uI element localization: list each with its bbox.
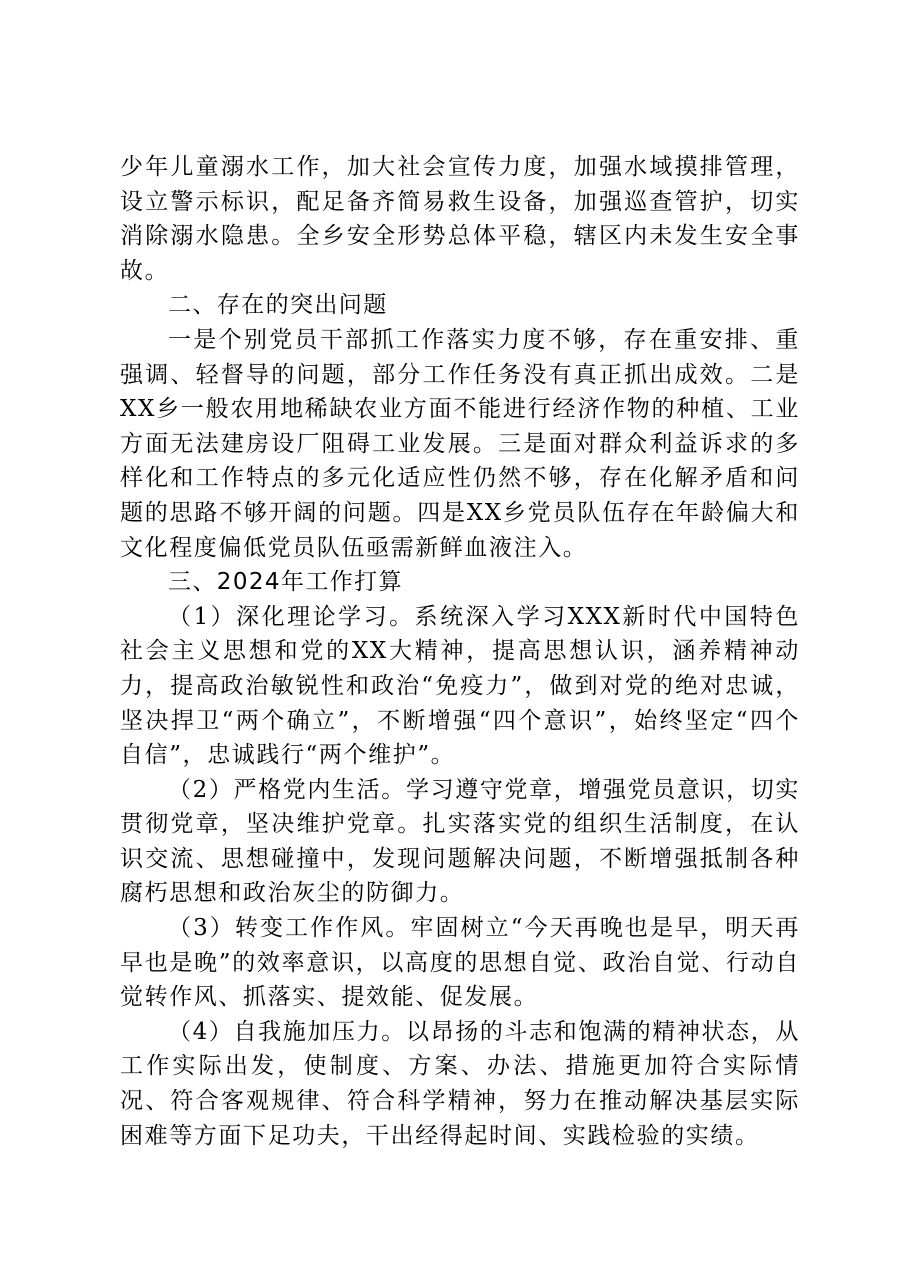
paragraph-plan-3: （3）转变工作作风。牢固树立“今天再晚也是早，明天再早也是晚”的效率意识，以高度的思想自觉、政治自觉、行动自觉转作风、抓落实、提效能、促发展。 [120,915,800,1011]
paragraph-plan-4: （4）自我施加压力。以昂扬的斗志和饱满的精神状态，从工作实际出发，使制度、方案、办法、措施更加符合实际情况、符合客观规律、符合科学精神，努力在推动解决基层实际困难等方面下足功夫，干出经得起时间、实践检验的实绩。 [120,1018,800,1149]
paragraph-plan-2: （2）严格党内生活。学习遵守党章，增强党员意识，切实贯彻党章，坚决维护党章。扎实落实党的组织生活制度，在认识交流、思想碰撞中，发现问题解决问题，不断增强抵制各种腐朽思想和政治灰尘的防御力。 [120,776,800,907]
section-heading-2024-plan: 三、2024年工作打算 [168,569,403,596]
document-body [120,150,800,1153]
paragraph-plan-1: （1）深化理论学习。系统深入学习XXX新时代中国特色社会主义思想和党的XX大精神，提高思想认识，涵养精神动力，提高政治敏锐性和政治“免疫力”，做到对党的绝对忠诚，坚决捍卫“两个确立”，不断增强“四个意识”，始终坚定“四个自信”，忠诚践行“两个维护”。 [120,603,800,769]
paragraph-drowning-safety: 少年儿童溺水工作，加大社会宣传力度，加强水域摸排管理，设立警示标识，配足备齐简易救生设备，加强巡查管护，切实消除溺水隐患。全乡安全形势总体平稳，辖区内未发生安全事故。 [120,154,800,284]
paragraph-problems: 一是个别党员干部抓工作落实力度不够，存在重安排、重强调、轻督导的问题，部分工作任务没有真正抓出成效。二是XX乡一般农用地稀缺农业方面不能进行经济作物的种植、工业方面无法建房设厂阻碍工业发展。三是面对群众利益诉求的多样化和工作特点的多元化适应性仍然不够，存在化解矛盾和问题的思路不够开阔的问题。四是XX乡党员队伍存在年龄偏大和文化程度偏低党员队伍亟需新鲜血液注入。 [120,326,800,561]
section-heading-problems: 二、存在的突出问题 [168,292,388,319]
